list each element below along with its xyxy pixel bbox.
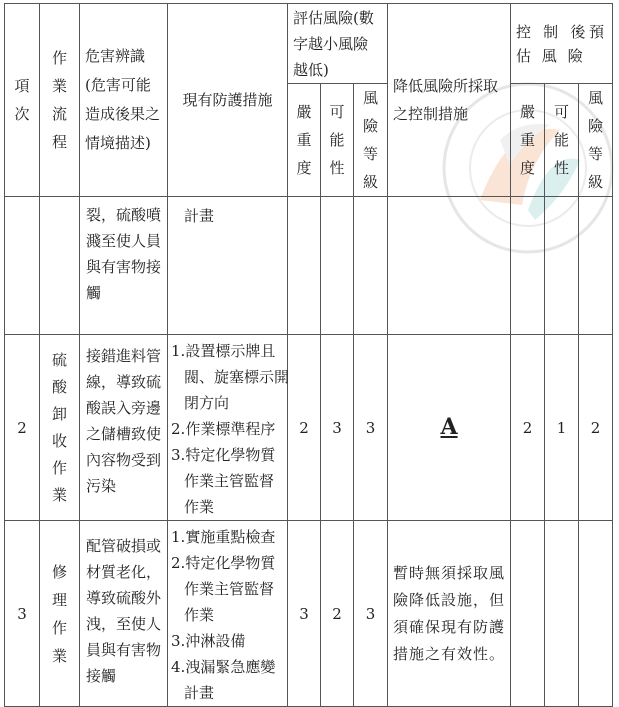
row-post-risk-level: 2 bbox=[579, 335, 613, 521]
row-post-likelihood: 1 bbox=[545, 335, 579, 521]
row-risk-level: 3 bbox=[354, 521, 388, 707]
table-row bbox=[5, 197, 613, 335]
row-item: 3 bbox=[5, 521, 40, 707]
row-process bbox=[40, 197, 80, 335]
answer-blank-a: A bbox=[440, 413, 458, 440]
risk-assessment-table bbox=[4, 3, 613, 707]
header-likelihood: 可能性 bbox=[321, 84, 354, 197]
header-post-control-risk: 控 制 後預 估 風 險 bbox=[511, 4, 613, 84]
row-control-measure: 暫時無須採取風險降低設施，但須確保現有防護措施之有效性。 bbox=[388, 521, 511, 707]
row-existing-measures: 計畫 bbox=[168, 197, 288, 335]
row-likelihood: 3 bbox=[321, 335, 354, 521]
row-post-risk-level bbox=[579, 521, 613, 707]
header-item-no: 項次 bbox=[5, 4, 40, 197]
row-post-likelihood bbox=[545, 521, 579, 707]
row-post-severity: 2 bbox=[511, 335, 545, 521]
row-hazard: 配管破損或材質老化，導致硫酸外洩，至使人員與有害物接觸 bbox=[80, 521, 168, 707]
header-existing-measures: 現有防護措施 bbox=[168, 4, 288, 197]
header-post-risk-level: 風險等級 bbox=[579, 84, 613, 197]
header-risk-reduction-measures: 降低風險所採取之控制措施 bbox=[388, 4, 511, 197]
header-post-severity: 嚴重度 bbox=[511, 84, 545, 197]
row-process: 修理作業 bbox=[40, 521, 80, 707]
row-control-measure bbox=[388, 335, 511, 521]
row-hazard: 接錯進料管線，導致硫酸誤入旁邊之儲槽致使內容物受到污染 bbox=[80, 335, 168, 521]
row-risk-level: 3 bbox=[354, 335, 388, 521]
header-assessed-risk: 評估風險(數字越小風險越低) bbox=[288, 4, 388, 84]
table-row bbox=[5, 521, 613, 707]
row-item: 2 bbox=[5, 335, 40, 521]
row-severity: 3 bbox=[288, 521, 321, 707]
row-item bbox=[5, 197, 40, 335]
row-process: 硫酸卸收作業 bbox=[40, 335, 80, 521]
row-severity: 2 bbox=[288, 335, 321, 521]
row-existing-measures: 1.設置標示牌且 閥、旋塞標示開 閉方向 2.作業標準程序 3.特定化學物質 作業主管監督 作業 bbox=[168, 335, 288, 521]
header-severity: 嚴重度 bbox=[288, 84, 321, 197]
header-post-likelihood: 可能性 bbox=[545, 84, 579, 197]
header-process: 作業流程 bbox=[40, 4, 80, 197]
row-hazard: 裂，硫酸噴濺至使人員與有害物接觸 bbox=[80, 197, 168, 335]
table-row bbox=[5, 335, 613, 521]
header-risk-level: 風險等級 bbox=[354, 84, 388, 197]
header-hazard: 危害辨識(危害可能造成後果之情境描述) bbox=[80, 4, 168, 197]
row-likelihood: 2 bbox=[321, 521, 354, 707]
row-existing-measures: 1.實施重點檢查 2.特定化學物質 作業主管監督 作業 3.沖淋設備 4.洩漏緊急應變 計畫 bbox=[168, 521, 288, 707]
row-post-severity bbox=[511, 521, 545, 707]
